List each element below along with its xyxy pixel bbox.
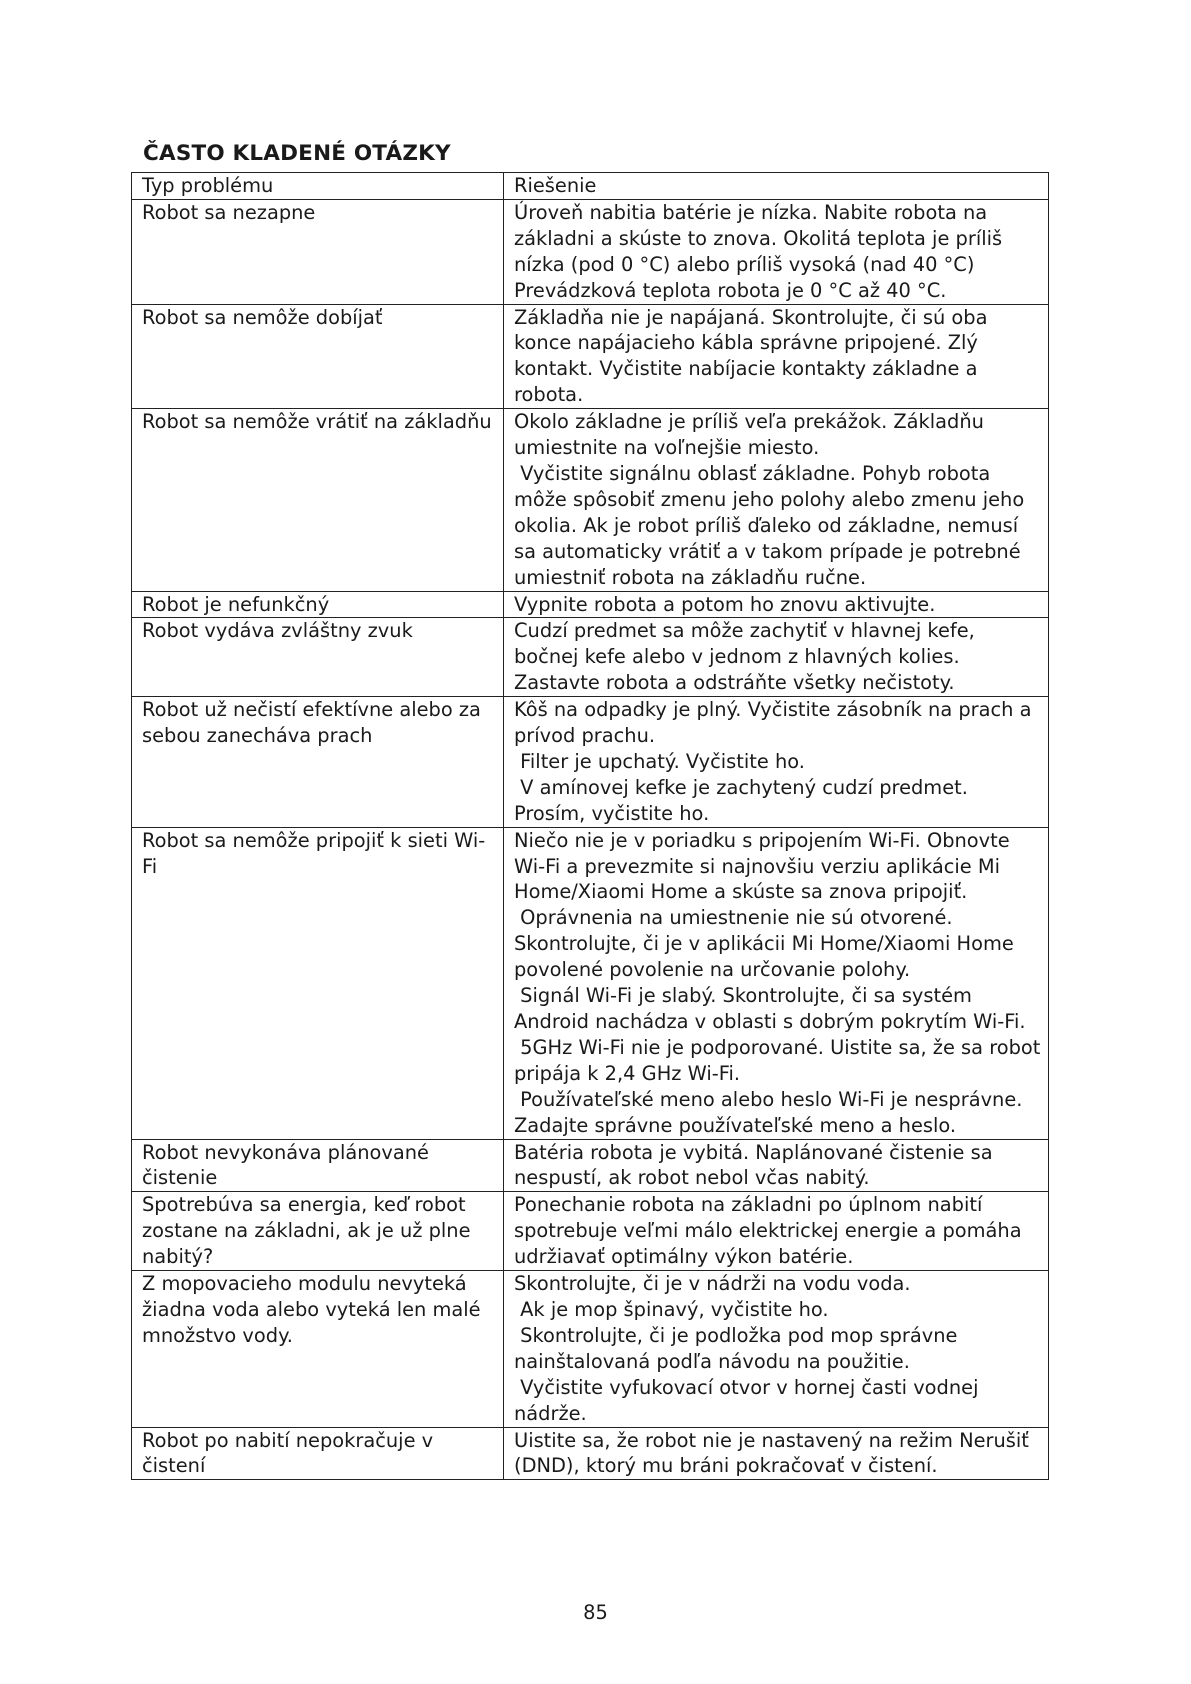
- solution-paragraph: Vypnite robota a potom ho znovu aktivujte.: [514, 592, 936, 616]
- table-row: [132, 1427, 1049, 1480]
- solution-paragraph: Skontrolujte, či je v nádrži na vodu voda.: [514, 1272, 911, 1296]
- problem-cell: Robot sa nemôže dobíjať: [132, 304, 504, 409]
- solution-paragraph: Vyčistite signálnu oblasť základne. Pohyb robota môže spôsobiť zmenu jeho polohy alebo zmenu jeho okolia. Ak je robot príliš ďaleko od základne, nemusí sa automaticky vrátiť a v takom prípade je potrebné umiestniť robota na základňu ručne.: [514, 461, 1031, 589]
- solution-paragraph: Používateľské meno alebo heslo Wi-Fi je nesprávne. Zadajte správne používateľské meno a heslo.: [514, 1087, 1029, 1137]
- problem-cell: Spotrebúva sa energia, keď robot zostane na základni, ak je už plne nabitý?: [132, 1192, 504, 1271]
- solution-cell: [504, 1192, 1049, 1271]
- solution-cell: [504, 1427, 1049, 1480]
- faq-table-body: [132, 199, 1049, 1479]
- solution-cell: [504, 827, 1049, 1139]
- solution-cell: [504, 1271, 1049, 1427]
- solution-paragraph: Skontrolujte, či je podložka pod mop správne nainštalovaná podľa návodu na použitie.: [514, 1323, 964, 1373]
- table-row: [132, 618, 1049, 697]
- solution-paragraph: 5GHz Wi-Fi nie je podporované. Uistite sa, že sa robot pripája k 2,4 GHz Wi-Fi.: [514, 1035, 1047, 1085]
- solution-paragraph: Vyčistite vyfukovací otvor v hornej časti vodnej nádrže.: [514, 1375, 985, 1425]
- solution-paragraph: Niečo nie je v poriadku s pripojením Wi-Fi. Obnovte Wi-Fi a prevezmite si najnovšiu verziu aplikácie Mi Home/Xiaomi Home a skúste sa znova pripojiť.: [514, 828, 1016, 904]
- problem-cell: Robot sa nemôže pripojiť k sieti Wi-Fi: [132, 827, 504, 1139]
- table-row: [132, 1139, 1049, 1192]
- solution-paragraph: Batéria robota je vybitá. Naplánované čistenie sa nespustí, ak robot nebol včas nabitý.: [514, 1140, 999, 1190]
- solution-cell: [504, 697, 1049, 828]
- solution-paragraph: Filter je upchatý. Vyčistite ho.: [514, 749, 805, 773]
- solution-paragraph: V amínovej kefke je zachytený cudzí predmet. Prosím, vyčistite ho.: [514, 775, 975, 825]
- problem-cell: Z mopovacieho modulu nevyteká žiadna voda alebo vyteká len malé množstvo vody.: [132, 1271, 504, 1427]
- page-number: 85: [583, 1601, 608, 1624]
- solution-cell: [504, 1139, 1049, 1192]
- solution-cell: [504, 199, 1049, 304]
- solution-paragraph: Ak je mop špinavý, vyčistite ho.: [514, 1297, 829, 1321]
- table-row: [132, 591, 1049, 618]
- solution-cell: [504, 618, 1049, 697]
- problem-cell: Robot už nečistí efektívne alebo za sebou zanecháva prach: [132, 697, 504, 828]
- table-row: [132, 304, 1049, 409]
- table-row: [132, 409, 1049, 591]
- table-row: [132, 1271, 1049, 1427]
- problem-cell: Robot sa nemôže vrátiť na základňu: [132, 409, 504, 591]
- problem-cell: Robot po nabití nepokračuje v čistení: [132, 1427, 504, 1480]
- solution-paragraph: Kôš na odpadky je plný. Vyčistite zásobník na prach a prívod prachu.: [514, 698, 1038, 748]
- problem-cell: Robot vydáva zvláštny zvuk: [132, 618, 504, 697]
- solution-paragraph: Ponechanie robota na základni po úplnom nabití spotrebuje veľmi málo elektrickej energie a pomáha udržiavať optimálny výkon batérie.: [514, 1193, 1028, 1269]
- table-row: [132, 199, 1049, 304]
- solution-paragraph: Signál Wi-Fi je slabý. Skontrolujte, či sa systém Android nachádza v oblasti s dobrým pokrytím Wi-Fi.: [514, 984, 1026, 1033]
- table-header-row: [132, 173, 1049, 200]
- problem-cell: Robot nevykonáva plánované čistenie: [132, 1139, 504, 1192]
- solution-paragraph: Cudzí predmet sa môže zachytiť v hlavnej kefe, bočnej kefe alebo v jednom z hlavných kolies. Zastavte robota a odstráňte všetky nečistoty.: [514, 619, 981, 695]
- solution-paragraph: Oprávnenia na umiestnenie nie sú otvorené. Skontrolujte, či je v aplikácii Mi Home/Xiaomi Home povolené povolenie na určovanie polohy.: [514, 906, 1020, 982]
- table-row: [132, 827, 1049, 1139]
- solution-paragraph: Základňa nie je napájaná. Skontrolujte, či sú oba konce napájacieho kábla správne pripojené. Zlý kontakt. Vyčistite nabíjacie kontakty základne a robota.: [514, 305, 994, 407]
- table-row: [132, 1192, 1049, 1271]
- header-solution: Riešenie: [504, 173, 1049, 200]
- solution-cell: [504, 591, 1049, 618]
- solution-paragraph: Úroveň nabitia batérie je nízka. Nabite robota na základni a skúste to znova. Okolitá teplota je príliš nízka (pod 0 °C) alebo príliš vysoká (nad 40 °C) Prevádzková teplota robota je 0 °C až 40 °C.: [514, 200, 1009, 302]
- header-problem-type: Typ problému: [132, 173, 504, 200]
- table-row: [132, 697, 1049, 828]
- solution-paragraph: Okolo základne je príliš veľa prekážok. Základňu umiestnite na voľnejšie miesto.: [514, 410, 991, 460]
- solution-paragraph: Uistite sa, že robot nie je nastavený na režim Nerušiť (DND), ktorý mu bráni pokračovať v čistení.: [514, 1428, 1036, 1478]
- faq-table: [131, 172, 1049, 1480]
- solution-cell: [504, 409, 1049, 591]
- page-title: ČASTO KLADENÉ OTÁZKY: [143, 141, 451, 166]
- problem-cell: Robot je nefunkčný: [132, 591, 504, 618]
- solution-cell: [504, 304, 1049, 409]
- problem-cell: Robot sa nezapne: [132, 199, 504, 304]
